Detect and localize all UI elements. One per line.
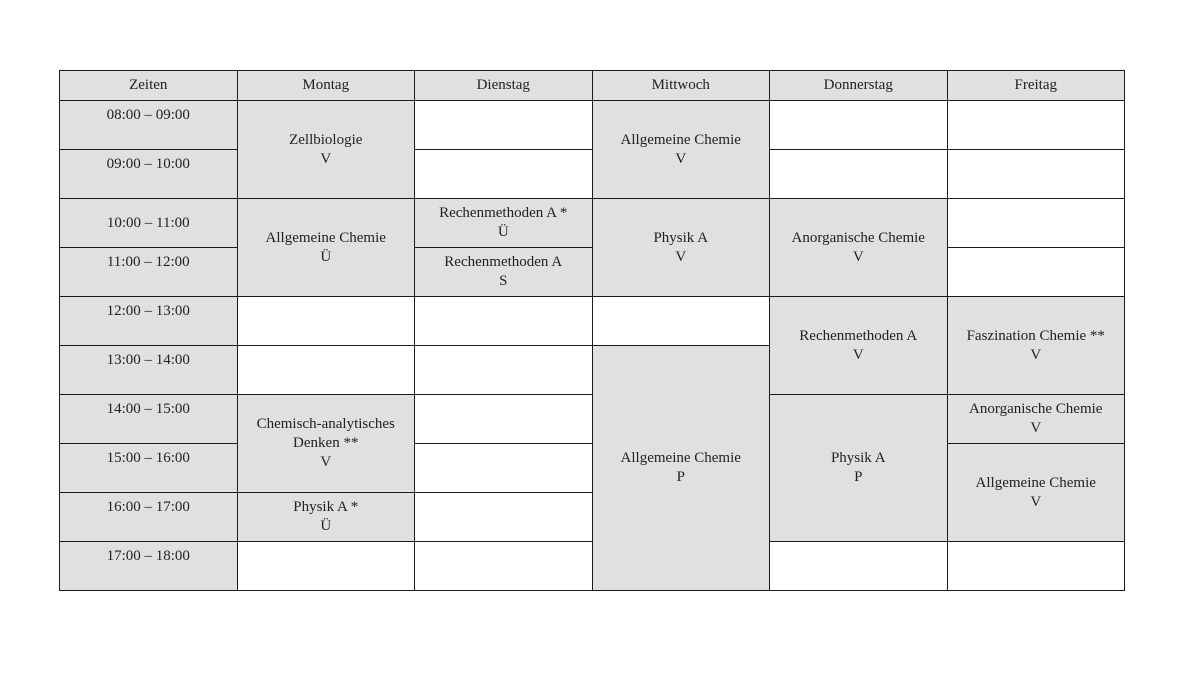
course-cell xyxy=(237,395,415,493)
time-slot: 16:00 – 17:00 xyxy=(60,493,238,542)
header-day-friday: Freitag xyxy=(947,71,1125,101)
empty-cell xyxy=(415,150,593,199)
course-type: V xyxy=(1030,493,1042,510)
course-type: Ü xyxy=(320,248,332,265)
course-cell xyxy=(592,346,770,591)
empty-cell xyxy=(947,101,1125,150)
course-cell xyxy=(237,101,415,199)
table-row xyxy=(60,297,1125,346)
empty-cell xyxy=(237,346,415,395)
course-cell xyxy=(770,297,948,395)
header-day-tuesday: Dienstag xyxy=(415,71,593,101)
empty-cell xyxy=(947,248,1125,297)
course-cell xyxy=(415,248,593,297)
course-type: V xyxy=(852,248,864,265)
time-slot: 14:00 – 15:00 xyxy=(60,395,238,444)
empty-cell xyxy=(237,297,415,346)
empty-cell xyxy=(415,346,593,395)
empty-cell xyxy=(947,542,1125,591)
empty-cell xyxy=(947,199,1125,248)
empty-cell xyxy=(415,542,593,591)
empty-cell xyxy=(770,542,948,591)
time-slot: 09:00 – 10:00 xyxy=(60,150,238,199)
course-title: Zellbiologie xyxy=(289,131,363,148)
course-title: Allgemeine Chemie xyxy=(975,474,1096,491)
course-title: Physik A xyxy=(653,229,709,246)
course-type: V xyxy=(852,346,864,363)
course-cell xyxy=(592,199,770,297)
course-title: Denken ** xyxy=(293,435,359,451)
table-row xyxy=(60,199,1125,248)
course-title: Allgemeine Chemie xyxy=(265,229,386,246)
time-slot: 10:00 – 11:00 xyxy=(60,199,238,248)
course-type: P xyxy=(676,469,685,485)
course-type: V xyxy=(1030,420,1042,436)
empty-cell xyxy=(415,395,593,444)
course-title: Anorganische Chemie xyxy=(791,229,925,246)
course-cell xyxy=(947,395,1125,444)
time-slot: 08:00 – 09:00 xyxy=(60,101,238,150)
course-title: Anorganische Chemie xyxy=(969,401,1103,417)
course-cell xyxy=(770,199,948,297)
empty-cell xyxy=(415,101,593,150)
course-type: V xyxy=(675,150,687,167)
course-cell xyxy=(415,199,593,248)
course-type: Ü xyxy=(320,518,332,534)
course-type: S xyxy=(499,273,508,289)
time-slot: 11:00 – 12:00 xyxy=(60,248,238,297)
course-cell xyxy=(947,444,1125,542)
empty-cell xyxy=(415,444,593,493)
course-type: V xyxy=(320,454,332,470)
course-title: Rechenmethoden A xyxy=(444,254,563,270)
course-type: V xyxy=(675,248,687,265)
course-title: Physik A xyxy=(830,450,886,466)
course-type: Ü xyxy=(497,224,509,240)
course-title: Allgemeine Chemie xyxy=(620,450,741,466)
course-title: Rechenmethoden A * xyxy=(439,205,568,221)
course-title: Rechenmethoden A xyxy=(799,327,918,344)
course-cell xyxy=(237,493,415,542)
course-title: Faszination Chemie ** xyxy=(966,327,1105,344)
course-title: Physik A * xyxy=(293,499,359,515)
empty-cell xyxy=(415,493,593,542)
timetable xyxy=(59,70,1125,591)
empty-cell xyxy=(770,150,948,199)
time-slot: 12:00 – 13:00 xyxy=(60,297,238,346)
course-title: Chemisch-analytisches xyxy=(256,416,395,432)
header-times: Zeiten xyxy=(60,71,238,101)
course-cell xyxy=(592,101,770,199)
header-day-monday: Montag xyxy=(237,71,415,101)
course-type: P xyxy=(854,469,863,485)
table-row xyxy=(60,101,1125,150)
empty-cell xyxy=(770,101,948,150)
course-cell xyxy=(947,297,1125,395)
course-type: V xyxy=(320,150,332,167)
time-slot: 15:00 – 16:00 xyxy=(60,444,238,493)
empty-cell xyxy=(237,542,415,591)
time-slot: 17:00 – 18:00 xyxy=(60,542,238,591)
course-cell xyxy=(237,199,415,297)
course-type: V xyxy=(1030,346,1042,363)
empty-cell xyxy=(415,297,593,346)
course-title: Allgemeine Chemie xyxy=(620,131,741,148)
header-day-thursday: Donnerstag xyxy=(770,71,948,101)
empty-cell xyxy=(947,150,1125,199)
header-row xyxy=(60,71,1125,101)
empty-cell xyxy=(592,297,770,346)
time-slot: 13:00 – 14:00 xyxy=(60,346,238,395)
course-cell xyxy=(770,395,948,542)
header-day-wednesday: Mittwoch xyxy=(592,71,770,101)
